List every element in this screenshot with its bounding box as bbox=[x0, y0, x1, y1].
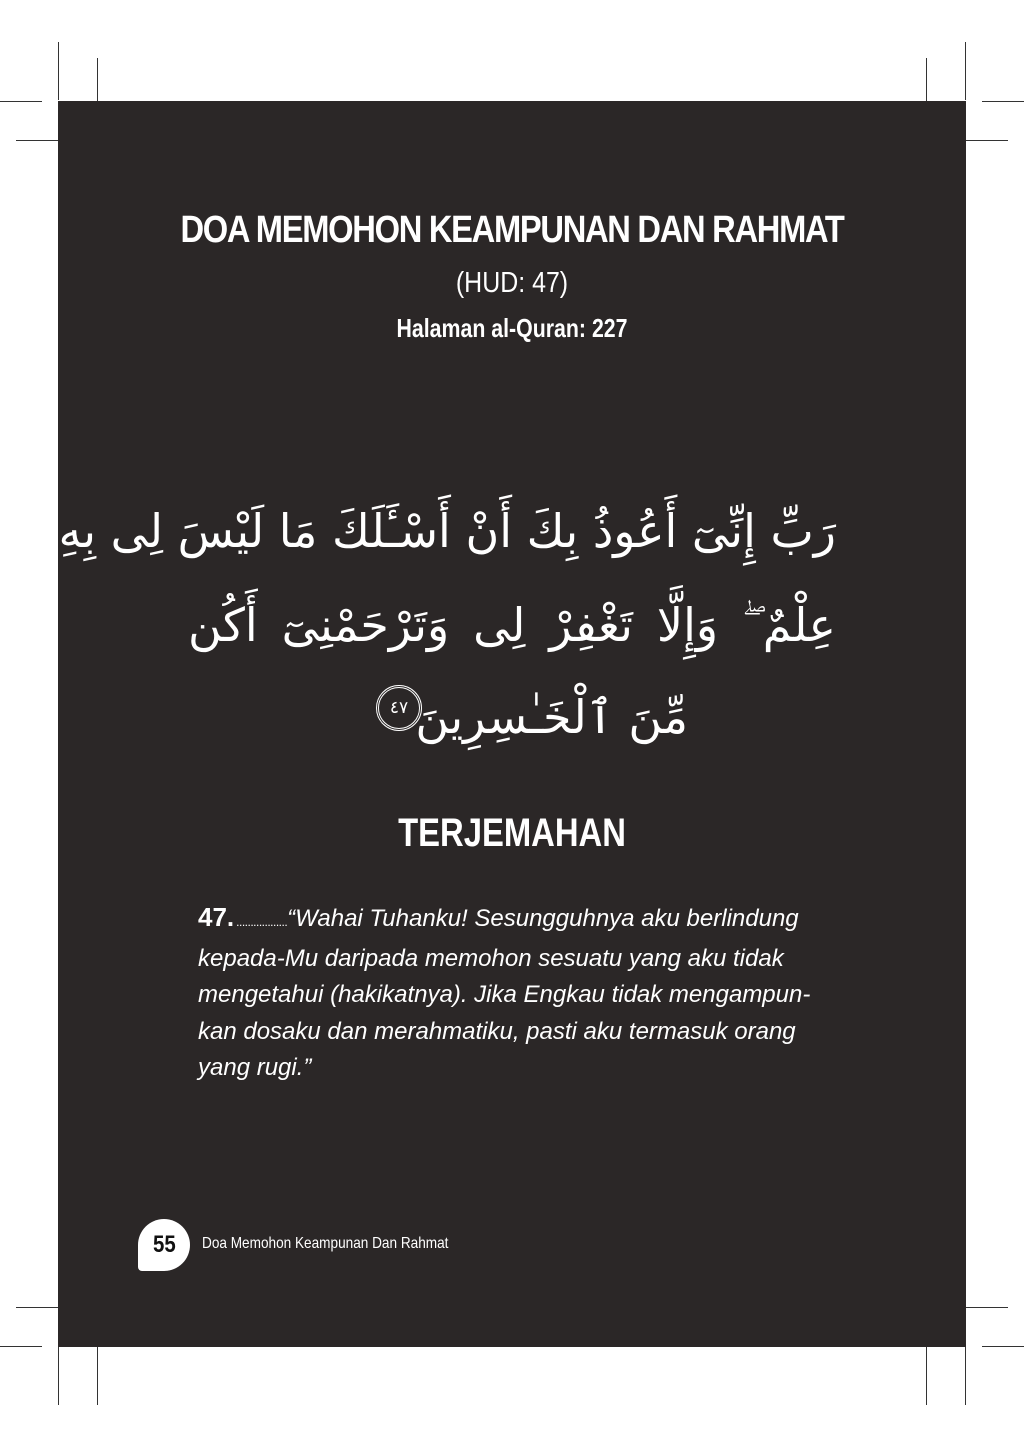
page-number: 55 bbox=[152, 1231, 176, 1258]
arabic-verse-line-2: عِلْمٌ ۖ وَإِلَّا تَغْفِرْ لِى وَتَرْحَمْنِىٓ أَكُن bbox=[188, 598, 836, 652]
surah-reference: (HUD: 47) bbox=[455, 267, 569, 299]
verse-number: 47. bbox=[198, 902, 235, 932]
translation-text bbox=[198, 899, 838, 1087]
page-title: DOA MEMOHON KEAMPUNAN DAN RAHMAT bbox=[180, 209, 844, 251]
arabic-verse-line-1: رَبِّ إِنِّىٓ أَعُوذُ بِكَ أَنْ أَسْـَٔلَكَ مَا لَيْسَ لِى بِهِۦ bbox=[41, 504, 836, 558]
crop-mark bbox=[16, 140, 58, 141]
crop-mark bbox=[966, 140, 1008, 141]
crop-mark bbox=[966, 1307, 1008, 1308]
translation-body: “Wahai Tuhanku! Sesungguhnya aku berlindung kepada-Mu daripada memohon sesuatu yang aku tidak mengetahui (hakikatnya). Jika Engkau tidak mengampun-kan dosaku dan merahmatiku, pasti aku termasuk orang yang rugi.” bbox=[198, 905, 811, 1081]
verse-dots: .................. bbox=[236, 915, 288, 929]
running-title: Doa Memohon Keampunan Dan Rahmat bbox=[202, 1235, 449, 1252]
crop-mark bbox=[0, 1346, 42, 1347]
crop-mark bbox=[0, 101, 42, 102]
ayah-number-marker: ٤٧ bbox=[376, 685, 422, 731]
crop-mark bbox=[965, 42, 966, 100]
crop-mark bbox=[97, 1347, 98, 1405]
crop-mark bbox=[982, 101, 1024, 102]
arabic-verse-line-3: مِّنَ ٱلْخَـٰسِرِينَ bbox=[415, 690, 688, 744]
crop-mark bbox=[965, 1347, 966, 1405]
page-number-badge bbox=[138, 1219, 190, 1271]
crop-mark bbox=[58, 1347, 59, 1405]
crop-mark bbox=[982, 1346, 1024, 1347]
page bbox=[41, 101, 966, 1347]
quran-page-reference: Halaman al-Quran: 227 bbox=[396, 313, 628, 343]
crop-mark bbox=[16, 1307, 58, 1308]
translation-heading: TERJEMAHAN bbox=[398, 811, 626, 855]
crop-mark bbox=[926, 1347, 927, 1405]
crop-mark bbox=[58, 42, 59, 100]
